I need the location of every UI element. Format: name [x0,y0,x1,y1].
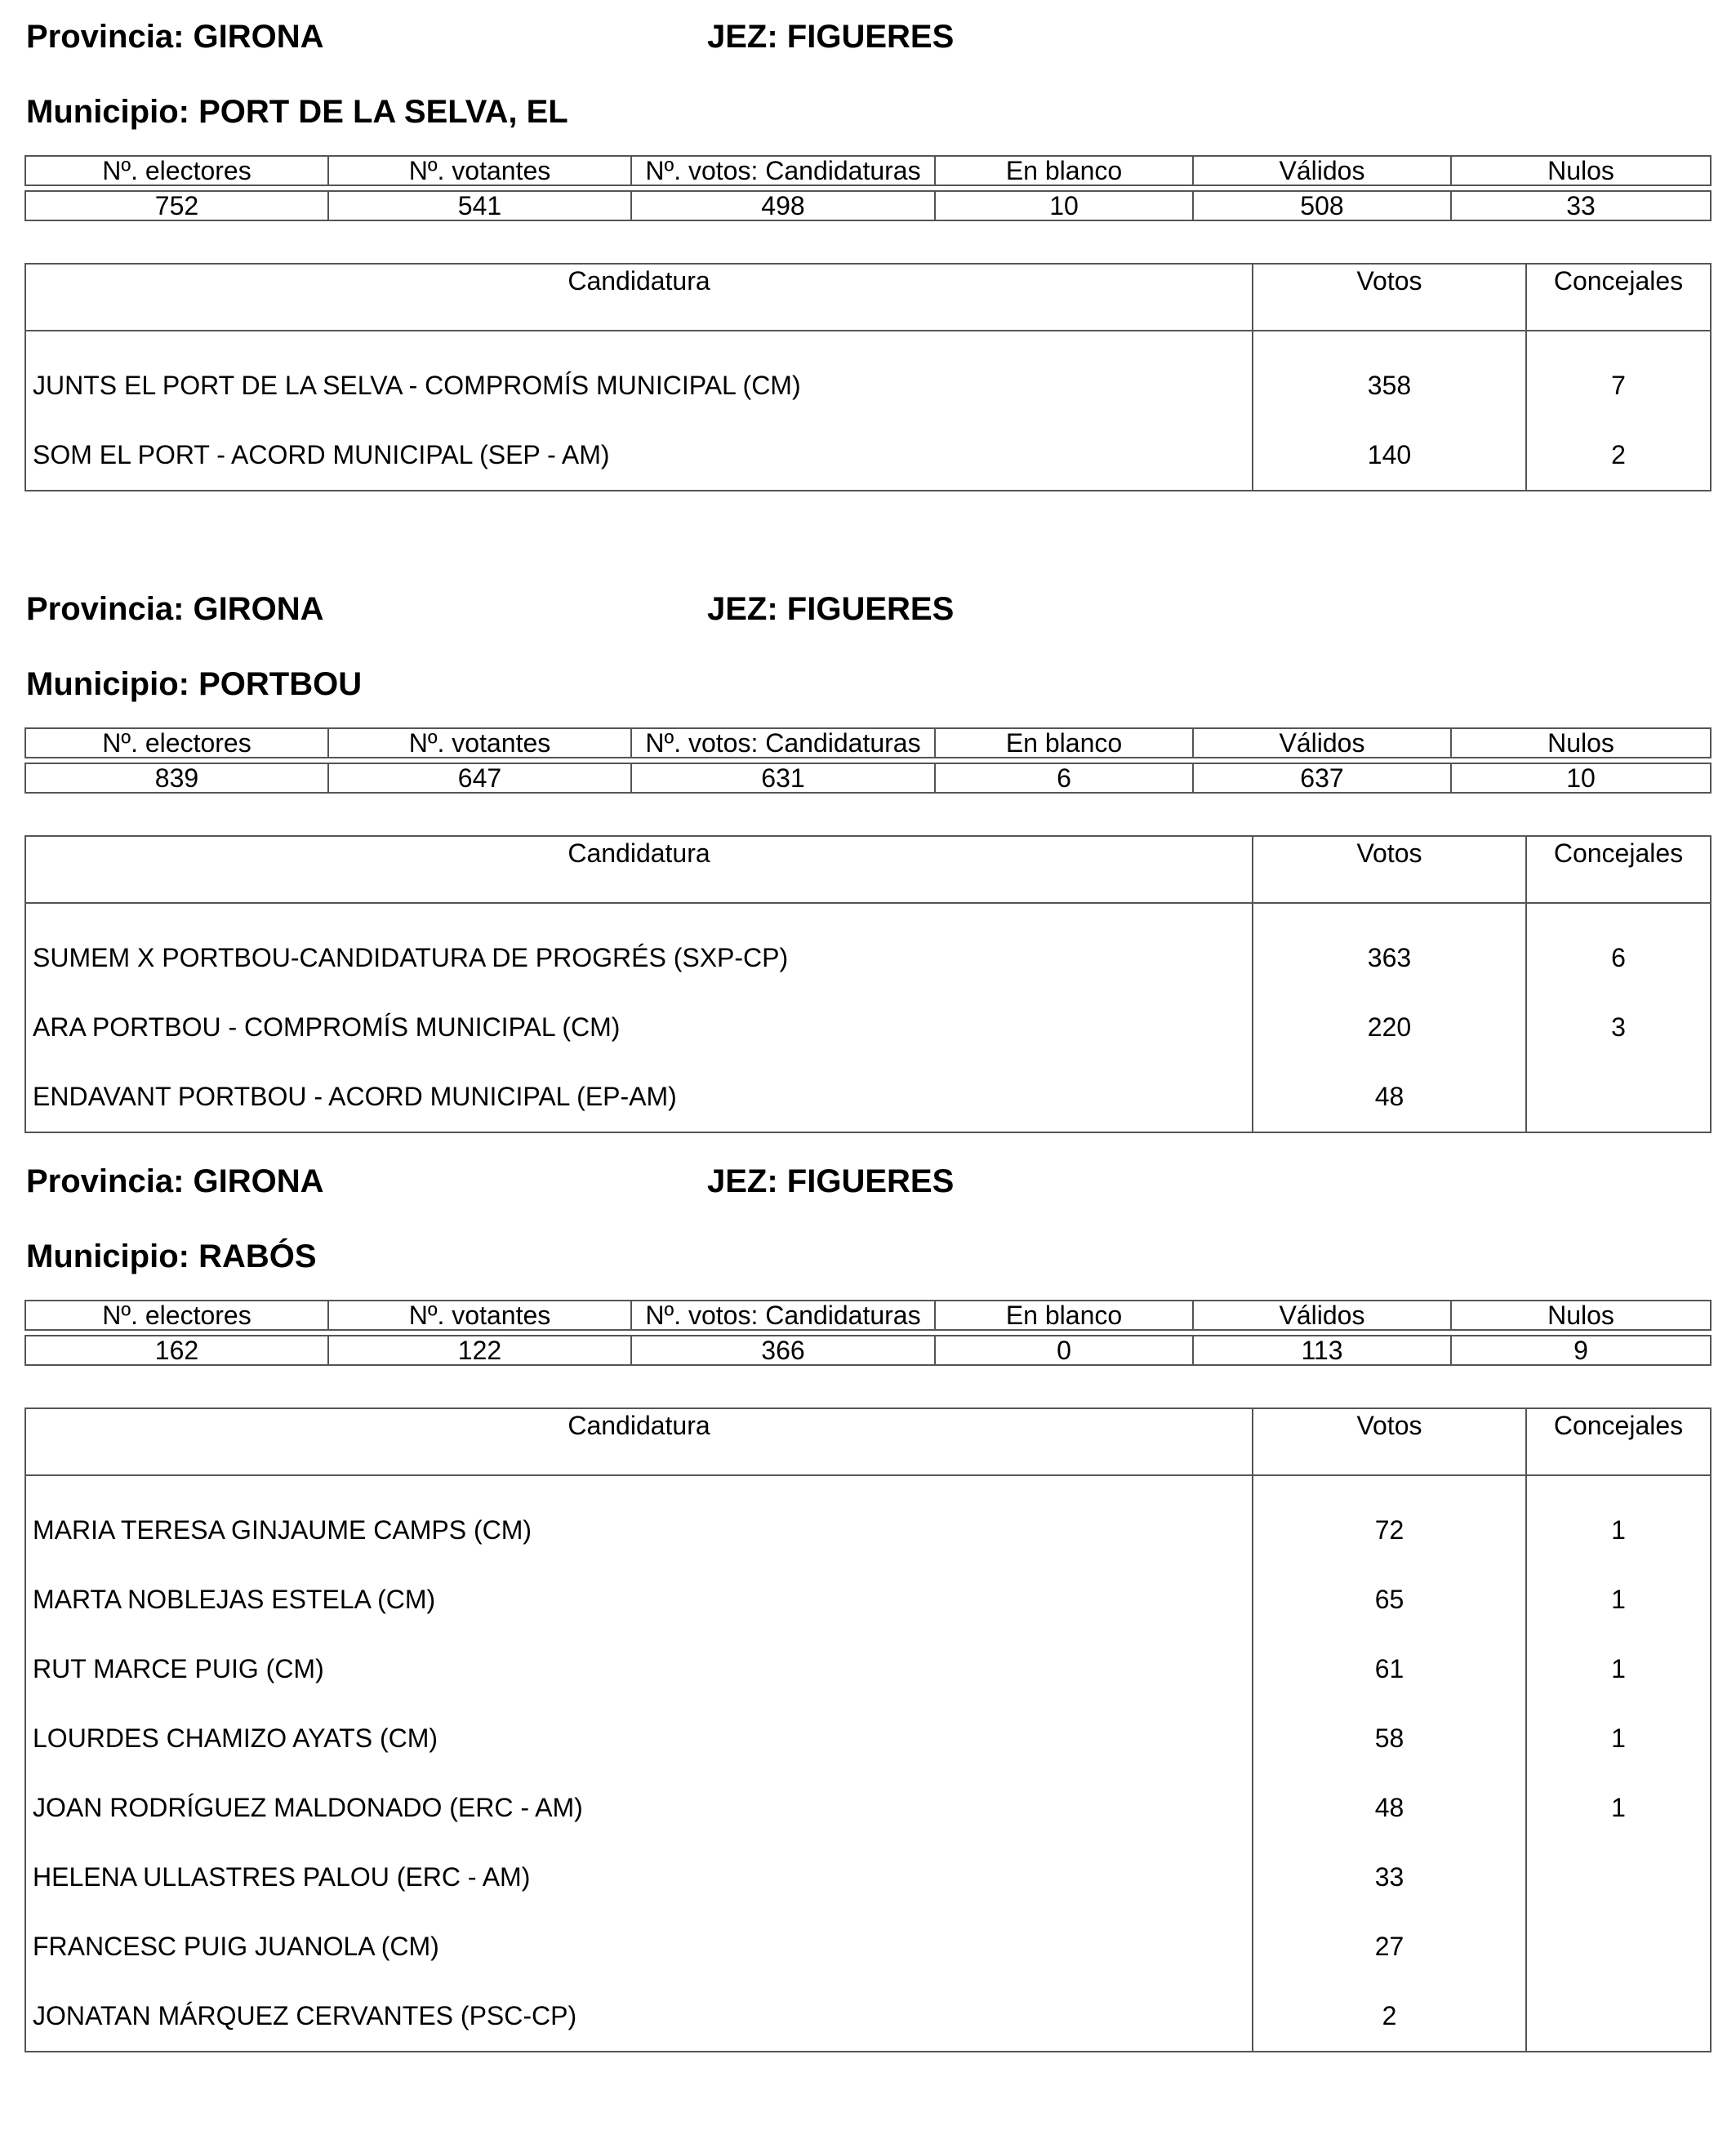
candidate-votos: 72 [1253,1496,1526,1565]
candidates-table [24,263,1712,491]
candidate-concejales [1526,1912,1711,1981]
candidates-table [24,1407,1712,2052]
provincia-label: Provincia: GIRONA [26,19,324,55]
table-row [25,1843,1711,1912]
candidate-name: SOM EL PORT - ACORD MUNICIPAL (SEP - AM) [25,420,1253,491]
summary-header-table [24,1300,1712,1331]
summary-header-cell: Nº. electores [25,156,328,185]
candidate-votos: 358 [1253,351,1526,420]
table-row [25,1912,1711,1981]
provincia-label: Provincia: GIRONA [26,591,324,627]
candidate-name: FRANCESC PUIG JUANOLA (CM) [25,1912,1253,1981]
candidate-name: HELENA ULLASTRES PALOU (ERC - AM) [25,1843,1253,1912]
summary-header-cell: En blanco [935,156,1193,185]
candidate-votos: 2 [1253,1981,1526,2052]
jez-label: JEZ: FIGUERES [707,591,955,627]
municipio-title: Municipio: RABÓS [26,1238,317,1274]
candidates-table [24,835,1712,1133]
candidate-votos: 363 [1253,923,1526,993]
table-row [25,1773,1711,1843]
summary-value-cell: 10 [935,191,1193,220]
candidate-name: ARA PORTBOU - COMPROMÍS MUNICIPAL (CM) [25,993,1253,1062]
summary-value-cell: 498 [631,191,935,220]
table-row [25,420,1711,491]
candidate-concejales: 1 [1526,1634,1711,1704]
provincia-label: Provincia: GIRONA [26,1163,324,1199]
table-row [25,1496,1711,1565]
summary-value-cell: 839 [25,763,328,793]
candidates-header-row [25,1408,1711,1475]
summary-value-cell: 752 [25,191,328,220]
table-row [25,1565,1711,1634]
candidate-votos: 27 [1253,1912,1526,1981]
candidate-name: JOAN RODRÍGUEZ MALDONADO (ERC - AM) [25,1773,1253,1843]
summary-value-cell: 122 [328,1336,631,1365]
table-row [25,1981,1711,2052]
summary-header-cell: Nº. votos: Candidaturas [631,728,935,758]
summary-header-cell: Nº. electores [25,1301,328,1330]
summary-value-cell: 647 [328,763,631,793]
candidate-concejales: 7 [1526,351,1711,420]
summary-value-cell: 637 [1193,763,1451,793]
votos-header: Votos [1253,836,1526,903]
candidates-header-row [25,836,1711,903]
summary-header-cell: Nº. votos: Candidaturas [631,1301,935,1330]
summary-header-cell: Nº. votos: Candidaturas [631,156,935,185]
summary-value-cell: 10 [1451,763,1711,793]
summary-header-cell: Nº. votantes [328,728,631,758]
candidate-concejales: 3 [1526,993,1711,1062]
table-row [25,1704,1711,1773]
summary-values-table [24,763,1712,794]
candidate-name: MARTA NOBLEJAS ESTELA (CM) [25,1565,1253,1634]
candidates-header-row [25,264,1711,331]
summary-header-table [24,727,1712,758]
summary-values-table [24,1335,1712,1366]
concejales-header: Concejales [1526,836,1711,903]
candidate-votos: 48 [1253,1062,1526,1132]
municipio-title: Municipio: PORT DE LA SELVA, EL [26,94,568,130]
table-row [25,993,1711,1062]
table-row [25,1634,1711,1704]
candidatura-header: Candidatura [25,1408,1253,1475]
candidate-concejales [1526,1843,1711,1912]
summary-header-cell: Válidos [1193,728,1451,758]
summary-value-cell: 366 [631,1336,935,1365]
summary-header-cell: En blanco [935,728,1193,758]
table-row [25,923,1711,993]
candidate-votos: 48 [1253,1773,1526,1843]
summary-value-cell: 631 [631,763,935,793]
jez-label: JEZ: FIGUERES [707,1163,955,1199]
candidate-concejales: 1 [1526,1496,1711,1565]
candidate-name: MARIA TERESA GINJAUME CAMPS (CM) [25,1496,1253,1565]
candidate-name: JONATAN MÁRQUEZ CERVANTES (PSC-CP) [25,1981,1253,2052]
candidate-concejales: 1 [1526,1773,1711,1843]
summary-value-cell: 33 [1451,191,1711,220]
summary-value-cell: 508 [1193,191,1451,220]
candidate-concejales [1526,1981,1711,2052]
summary-value-cell: 6 [935,763,1193,793]
candidate-concejales [1526,1062,1711,1132]
candidate-name: ENDAVANT PORTBOU - ACORD MUNICIPAL (EP-AM) [25,1062,1253,1132]
summary-values-table [24,190,1712,221]
summary-value-cell: 9 [1451,1336,1711,1365]
candidate-name: JUNTS EL PORT DE LA SELVA - COMPROMÍS MUNICIPAL (CM) [25,351,1253,420]
candidatura-header: Candidatura [25,264,1253,331]
concejales-header: Concejales [1526,264,1711,331]
jez-label: JEZ: FIGUERES [707,19,955,55]
summary-header-cell: Nº. votantes [328,156,631,185]
summary-header-cell: Nº. votantes [328,1301,631,1330]
summary-value-cell: 541 [328,191,631,220]
candidate-name: LOURDES CHAMIZO AYATS (CM) [25,1704,1253,1773]
votos-header: Votos [1253,264,1526,331]
summary-header-table [24,155,1712,186]
summary-value-cell: 0 [935,1336,1193,1365]
candidate-name: SUMEM X PORTBOU-CANDIDATURA DE PROGRÉS (SXP-CP) [25,923,1253,993]
candidate-concejales: 1 [1526,1565,1711,1634]
concejales-header: Concejales [1526,1408,1711,1475]
summary-value-cell: 162 [25,1336,328,1365]
summary-header-cell: Nulos [1451,156,1711,185]
summary-value-cell: 113 [1193,1336,1451,1365]
candidate-name: RUT MARCE PUIG (CM) [25,1634,1253,1704]
table-row [25,1062,1711,1132]
candidate-votos: 58 [1253,1704,1526,1773]
candidate-concejales: 1 [1526,1704,1711,1773]
summary-header-cell: Válidos [1193,156,1451,185]
candidatura-header: Candidatura [25,836,1253,903]
municipio-title: Municipio: PORTBOU [26,666,363,702]
summary-header-cell: Nº. electores [25,728,328,758]
summary-header-cell: Nulos [1451,728,1711,758]
table-row [25,351,1711,420]
candidate-votos: 220 [1253,993,1526,1062]
summary-header-cell: Nulos [1451,1301,1711,1330]
summary-header-cell: Válidos [1193,1301,1451,1330]
votos-header: Votos [1253,1408,1526,1475]
candidate-votos: 65 [1253,1565,1526,1634]
candidate-votos: 140 [1253,420,1526,491]
candidate-concejales: 6 [1526,923,1711,993]
candidate-votos: 61 [1253,1634,1526,1704]
candidate-votos: 33 [1253,1843,1526,1912]
candidate-concejales: 2 [1526,420,1711,491]
summary-header-cell: En blanco [935,1301,1193,1330]
